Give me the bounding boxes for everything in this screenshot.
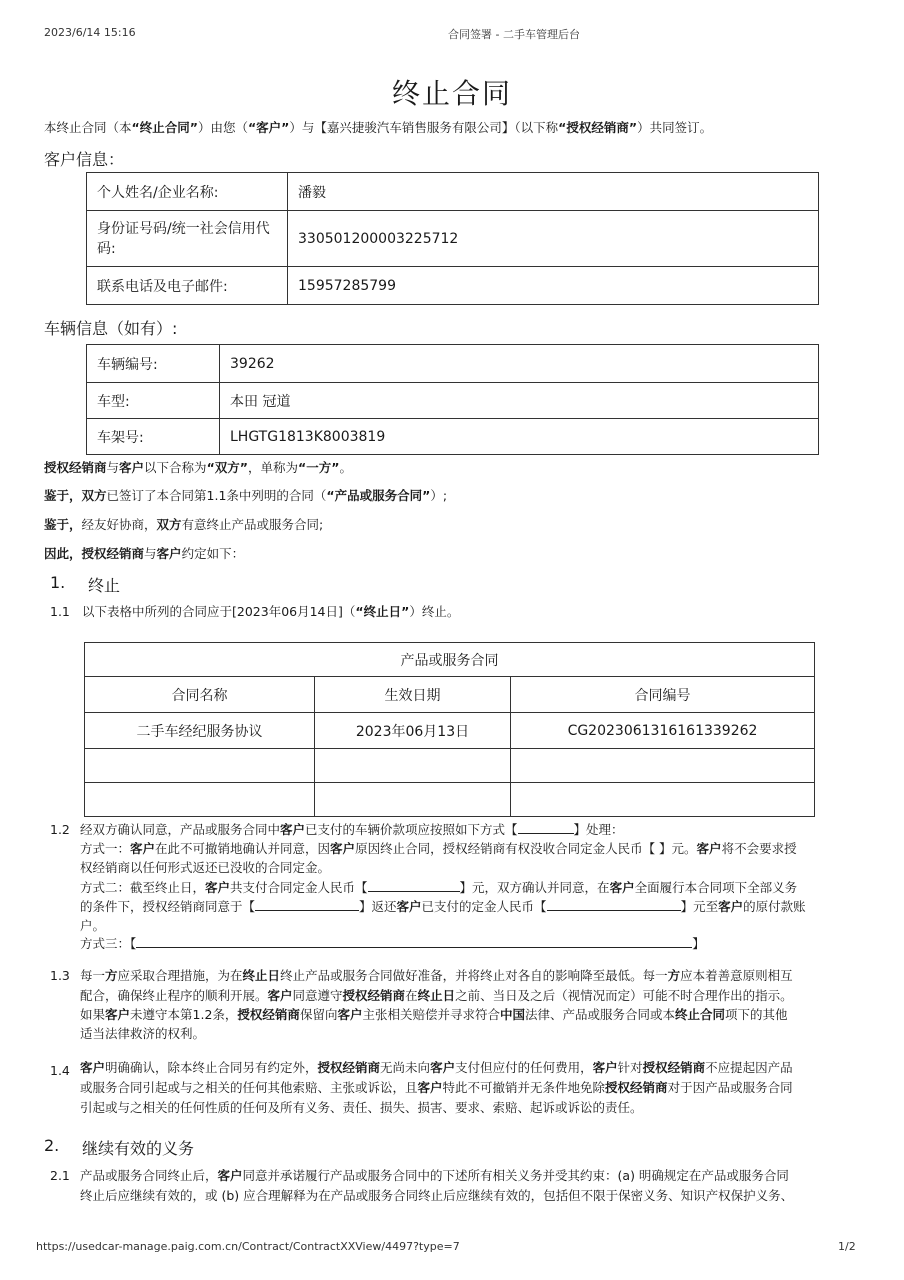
contract-number-cell — [511, 749, 815, 783]
section-2-number: 2. — [44, 1136, 60, 1155]
clause-2-1-line-2: 终止后应继续有效的，或 (b) 应合理解释为在产品或服务合同终止后应继续有效的，包括但不限于保密义务、知识产权保护义务、 — [80, 1188, 794, 1203]
clause-1-2-line-7: 方式三：【 】 — [80, 936, 705, 951]
contracts-table-caption: 产品或服务合同 — [85, 643, 815, 677]
customer-name-label: 个人姓名/企业名称: — [87, 173, 288, 211]
clause-1-2-line-2: 方式一：客户在此不可撤销地确认并同意，因客户原因终止合同，授权经销商有权没收合同定金人民币【 】元。客户将不会要求授 — [80, 841, 797, 856]
print-datetime: 2023/6/14 15:16 — [44, 26, 136, 39]
clause-1-2-line-4: 方式二：截至终止日，客户共支付合同定金人民币【 】元，双方确认并同意，在客户全面履行本合同项下全部义务 — [80, 880, 798, 895]
therefore-clause: 因此，授权经销商与客户约定如下： — [44, 546, 245, 561]
table-row — [85, 783, 815, 817]
table-caption-row — [85, 643, 815, 677]
customer-contact-value: 15957285799 — [288, 267, 819, 305]
refund-method-blank — [518, 821, 574, 834]
vehicle-model-value: 本田 冠道 — [220, 383, 819, 419]
clause-2-1-line-1: 产品或服务合同终止后，客户同意并承诺履行产品或服务合同中的下述所有相关义务并受其约束：(a) 明确规定在产品或服务合同 — [80, 1168, 789, 1183]
column-header-effective-date: 生效日期 — [315, 677, 511, 713]
clause-1-2-line-5: 的条件下，授权经销商同意于【 】返还客户已支付的定金人民币【 】元至客户的原付款账 — [80, 899, 806, 914]
vehicle-vin-label: 车架号: — [87, 419, 220, 455]
clause-1-4-line-2: 或服务合同引起或与之相关的任何其他索赔、主张或诉讼，且客户特此不可撤销并无条件地免除授权经销商对于因产品或服务合同 — [80, 1080, 793, 1095]
contract-number-cell: CG2023061316161339262 — [511, 713, 815, 749]
vehicle-info-table — [86, 344, 819, 455]
vehicle-model-label: 车型: — [87, 383, 220, 419]
vehicle-number-label: 车辆编号: — [87, 345, 220, 383]
section-1-number: 1. — [50, 573, 66, 592]
vehicle-info-heading: 车辆信息（如有）: — [44, 319, 178, 338]
refund-date-blank — [255, 898, 359, 911]
contract-name-cell — [85, 749, 315, 783]
table-row — [87, 345, 819, 383]
whereas-clause-2: 鉴于，经友好协商，双方有意终止产品或服务合同; — [44, 517, 324, 532]
customer-id-value: 330501200003225712 — [288, 211, 819, 267]
section-1-title: 终止 — [88, 576, 121, 595]
customer-id-label: 身份证号码/统一社会信用代码: — [87, 211, 288, 267]
contract-name-cell: 二手车经纪服务协议 — [85, 713, 315, 749]
contracts-table — [84, 642, 815, 817]
table-row — [85, 749, 815, 783]
clause-1-3-number: 1.3 — [50, 968, 70, 983]
intro-paragraph: 本终止合同（本“终止合同”）由您（“客户”）与【嘉兴捷骏汽车销售服务有限公司】（以下称“授权经销商”）共同签订。 — [44, 120, 713, 135]
customer-name-value: 潘毅 — [288, 173, 819, 211]
page-header-title: 合同签署 - 二手车管理后台 — [448, 28, 580, 41]
table-row — [87, 383, 819, 419]
clause-1-1-number: 1.1 — [50, 604, 70, 619]
effective-date-cell — [315, 749, 511, 783]
clause-1-3-line-4: 适当法律救济的权利。 — [80, 1026, 206, 1041]
effective-date-cell — [315, 783, 511, 817]
clause-1-3-line-2: 配合，确保终止程序的顺利开展。客户同意遵守授权经销商在终止日之前、当日及之后（视情况而定）可能不时合理作出的指示。 — [80, 988, 793, 1003]
column-header-contract-name: 合同名称 — [85, 677, 315, 713]
document-title: 终止合同 — [391, 77, 512, 110]
contract-number-cell — [511, 783, 815, 817]
whereas-clause-1: 鉴于，双方已签订了本合同第1.1条中列明的合同（“产品或服务合同”）; — [44, 488, 448, 503]
clause-1-4-number: 1.4 — [50, 1063, 70, 1078]
clause-1-2-line-1: 经双方确认同意，产品或服务合同中客户已支付的车辆价款项应按照如下方式【 】处理： — [80, 822, 624, 837]
table-row — [87, 267, 819, 305]
clause-1-2-line-3: 权经销商以任何形式返还已没收的合同定金。 — [80, 860, 331, 875]
table-row — [87, 173, 819, 211]
table-header-row — [85, 677, 815, 713]
clause-1-2-number: 1.2 — [50, 822, 70, 837]
clause-1-4-line-1: 客户明确确认，除本终止合同另有约定外，授权经销商无尚未向客户支付但应付的任何费用，客户针对授权经销商不应提起因产品 — [80, 1060, 793, 1075]
clause-1-4-line-3: 引起或与之相关的任何性质的任何及所有义务、责任、损失、损害、要求、索赔、起诉或诉讼的责任。 — [80, 1100, 643, 1115]
clause-2-1-number: 2.1 — [50, 1168, 70, 1183]
clause-1-3-line-3: 如果客户未遵守本第1.2条，授权经销商保留向客户主张相关赔偿并寻求符合中国法律、产品或服务合同或本终止合同项下的其他 — [80, 1007, 788, 1022]
table-row — [87, 211, 819, 267]
customer-info-heading: 客户信息： — [44, 150, 125, 169]
page-url: https://usedcar-manage.paig.com.cn/Contract/ContractXXView/4497?type=7 — [36, 1240, 460, 1253]
contract-name-cell — [85, 783, 315, 817]
method-three-blank — [136, 935, 692, 948]
clause-1-3-line-1: 每一方应采取合理措施，为在终止日终止产品或服务合同做好准备，并将终止对各自的影响降至最低。每一方应本着善意原则相互 — [80, 968, 793, 983]
customer-info-table — [86, 172, 819, 305]
column-header-contract-number: 合同编号 — [511, 677, 815, 713]
refund-amount-blank — [547, 898, 681, 911]
effective-date-cell: 2023年06月13日 — [315, 713, 511, 749]
deposit-amount-blank — [368, 879, 460, 892]
section-2-title: 继续有效的义务 — [82, 1139, 195, 1158]
parties-definition: 授权经销商与客户以下合称为“双方”，单称为“一方”。 — [44, 460, 352, 475]
page-number: 1/2 — [838, 1240, 856, 1253]
clause-1-1-text: 以下表格中所列的合同应于[2023年06月14日]（“终止日”）终止。 — [82, 604, 460, 619]
table-row — [87, 419, 819, 455]
vehicle-number-value: 39262 — [220, 345, 819, 383]
customer-contact-label: 联系电话及电子邮件: — [87, 267, 288, 305]
vehicle-vin-value: LHGTG1813K8003819 — [220, 419, 819, 455]
clause-1-2-line-6: 户。 — [80, 918, 106, 933]
table-row — [85, 713, 815, 749]
